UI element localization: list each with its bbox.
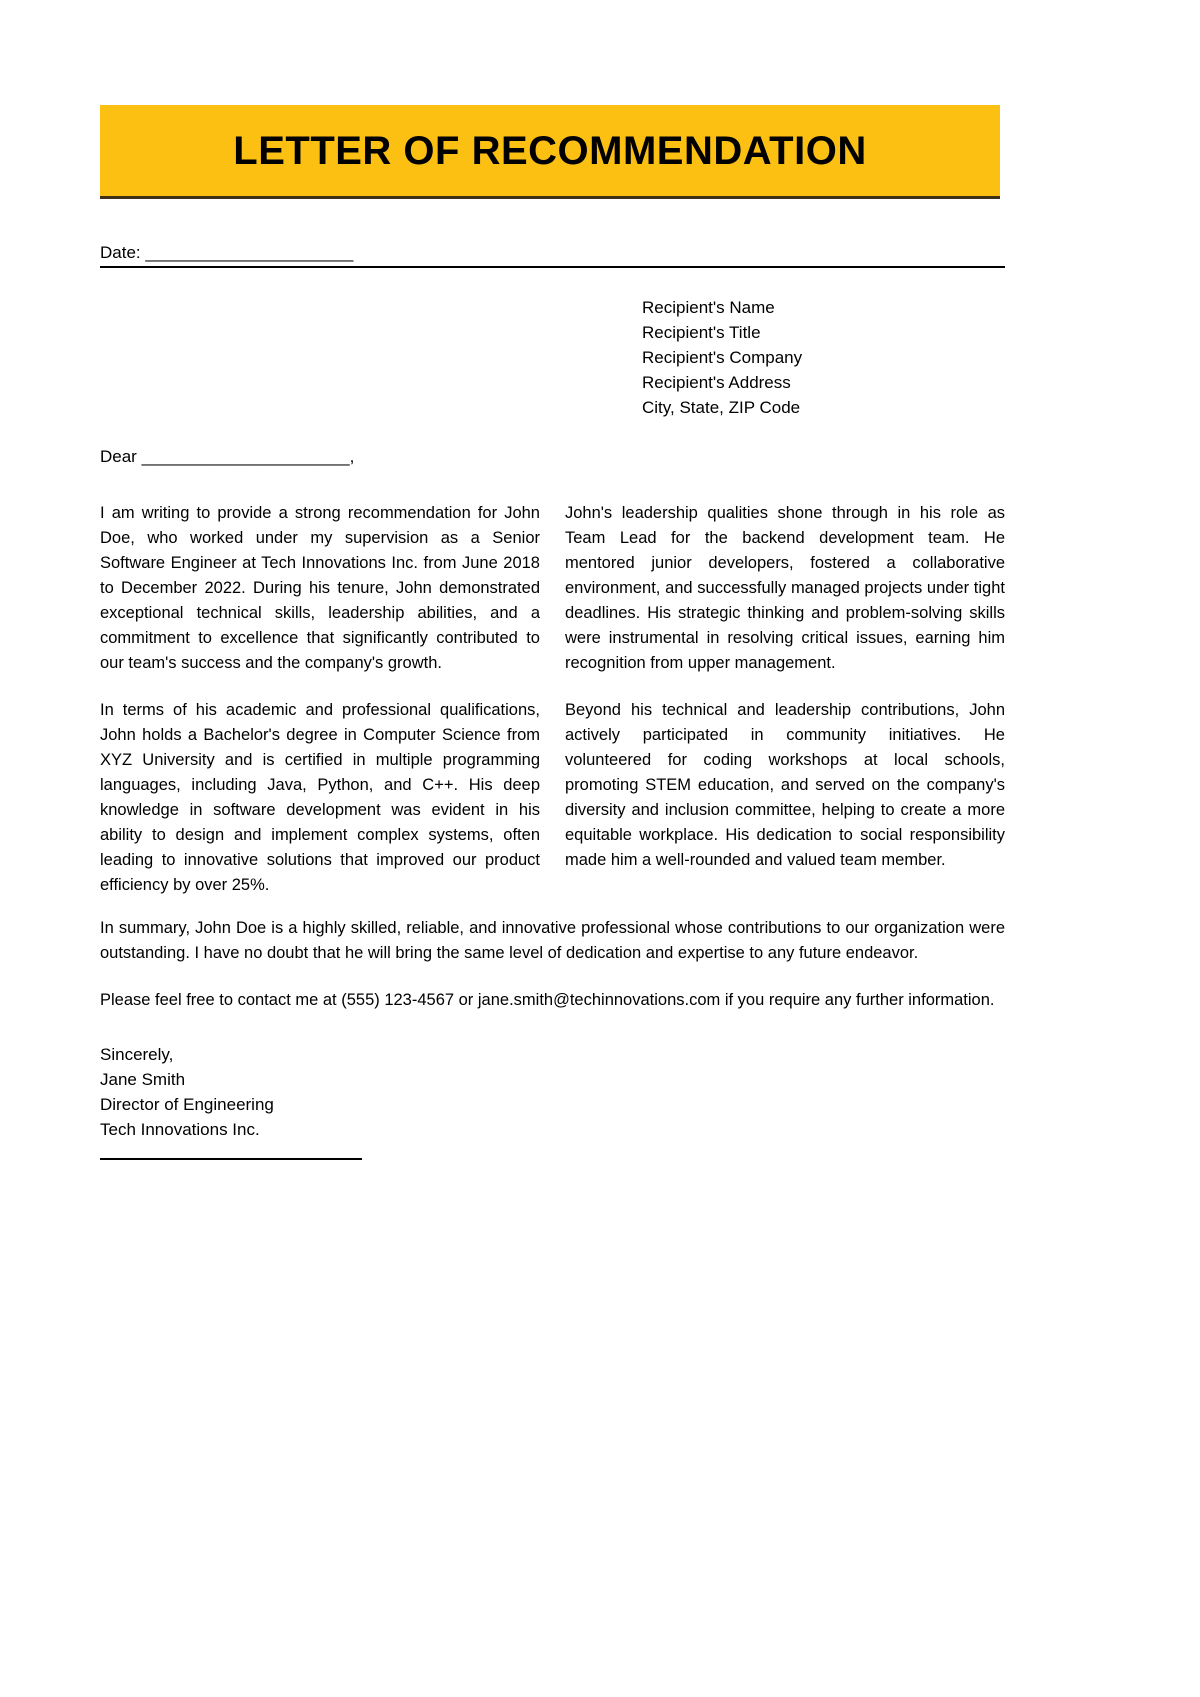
- signature-block: [100, 1042, 1005, 1160]
- paragraph: Beyond his technical and leadership contributions, John actively participated in community initiatives. He volunteered for coding workshops at local schools, promoting STEM education, and served on the company's diversity and inclusion committee, helping to create a more equitable workplace. His dedication to social responsibility made him a well-rounded and valued team member.: [565, 701, 1005, 869]
- paragraph: John's leadership qualities shone through in his role as Team Lead for the backend development team. He mentored junior developers, fostered a collaborative environment, and successfully managed projects under tight deadlines. His strategic thinking and problem-solving skills were instrumental in resolving critical issues, earning him recognition from upper management.: [565, 504, 1005, 672]
- title-banner: [100, 105, 1000, 199]
- body-left-column: [100, 501, 540, 898]
- signature-closing: Sincerely,: [100, 1045, 174, 1064]
- body-right-column: [565, 501, 1005, 898]
- signature-line[interactable]: [100, 1158, 362, 1160]
- letter-sheet: [100, 0, 1005, 1160]
- paragraph: Please feel free to contact me at (555) 123-4567 or jane.smith@techinnovations.com if you require any further information.: [100, 991, 995, 1009]
- recipient-name: Recipient's Name: [642, 298, 775, 317]
- paragraph: In summary, John Doe is a highly skilled, reliable, and innovative professional whose contributions to our organization were outstanding. I have no doubt that he will bring the same level of dedication and expertise to any future endeavor.: [100, 919, 1005, 962]
- body-columns: [100, 501, 1005, 898]
- paragraph: In terms of his academic and professional qualifications, John holds a Bachelor's degree in Computer Science from XYZ University and is certified in multiple programming languages, including Java, Python, and C++. His deep knowledge in software development was evident in his ability to design and implement complex systems, often leading to innovative solutions that improved our product efficiency by over 25%.: [100, 701, 540, 894]
- recipient-address-block: [642, 295, 1005, 420]
- salutation-line[interactable]: Dear ______________________,: [100, 447, 355, 466]
- header-divider-rule: [100, 266, 1005, 268]
- date-row: [100, 242, 1005, 272]
- recipient-company: Recipient's Company: [642, 348, 803, 367]
- recipient-address: Recipient's Address: [642, 373, 791, 392]
- page-title: LETTER OF RECOMMENDATION: [233, 128, 867, 173]
- date-field-label[interactable]: Date: ______________________: [100, 243, 354, 262]
- signature-name: Jane Smith: [100, 1070, 186, 1089]
- recipient-title: Recipient's Title: [642, 323, 761, 342]
- paragraph: I am writing to provide a strong recommendation for John Doe, who worked under my supervision as a Senior Software Engineer at Tech Innovations Inc. from June 2018 to December 2022. During his tenure, John demonstrated exceptional technical skills, leadership abilities, and a commitment to excellence that significantly contributed to our team's success and the company's growth.: [100, 504, 540, 672]
- recipient-city-state-zip: City, State, ZIP Code: [642, 398, 801, 417]
- closing-paragraphs: [100, 916, 1005, 1013]
- signature-company: Tech Innovations Inc.: [100, 1120, 260, 1139]
- signature-job-title: Director of Engineering: [100, 1095, 274, 1114]
